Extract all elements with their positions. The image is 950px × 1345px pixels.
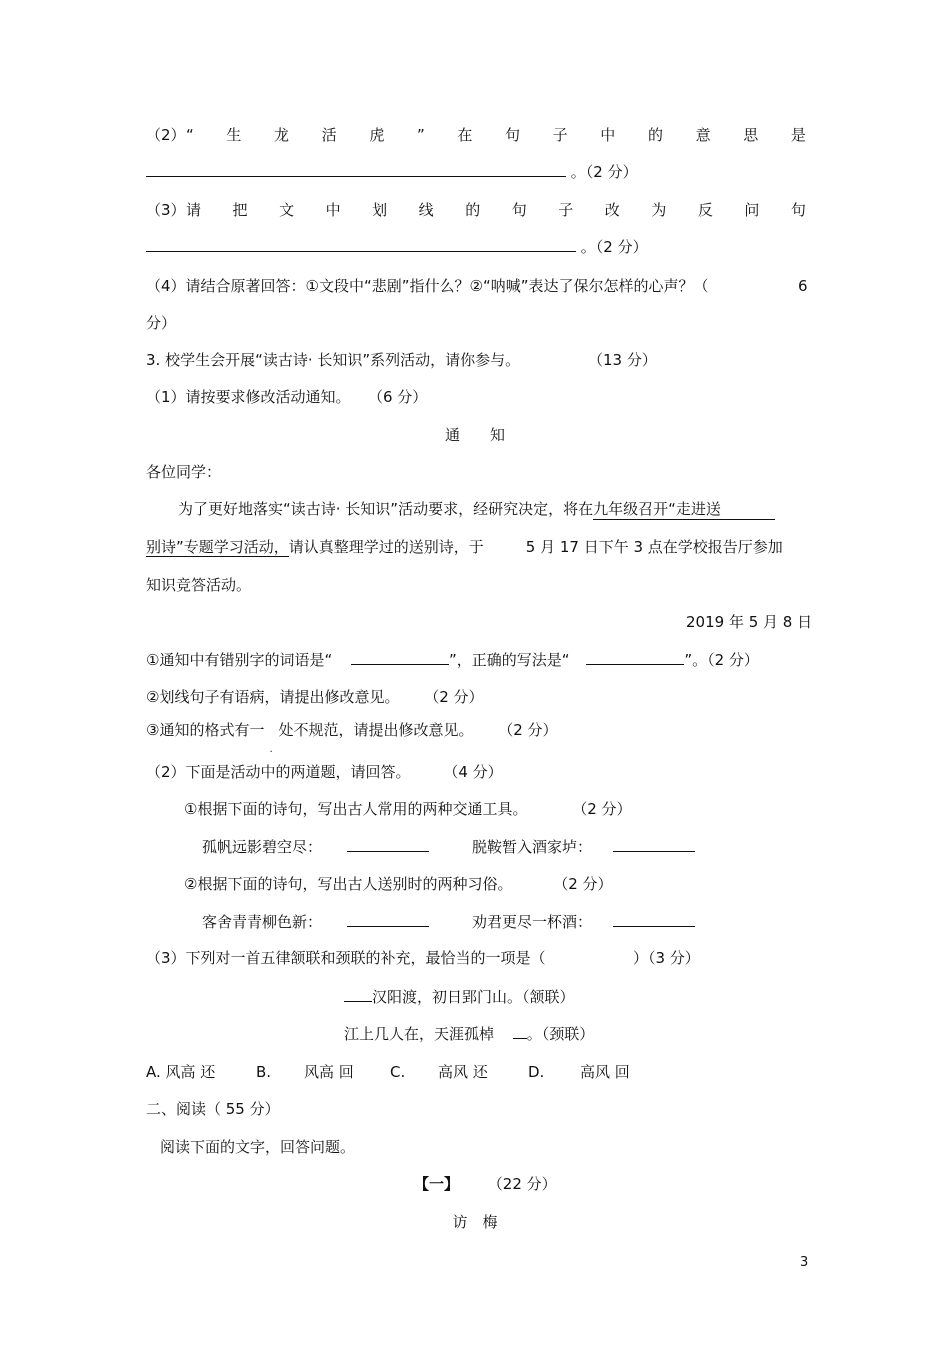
answer-blank[interactable] [351,650,449,665]
answer-blank[interactable] [344,987,372,1002]
notice-text: 5 月 17 日下午 3 点在学校报告厅参加 [525,538,783,556]
spread-char: 是 [790,126,806,144]
q4-score-unit: 分） [146,314,177,332]
couplet-text: 汉阳渡，初日郢门山。（颔联） [372,988,575,1006]
notice-date: 2019 年 5 月 8 日 [686,613,813,631]
poem-couplet-1 [344,987,575,1007]
item3-text: ③通知的格式有一 [146,721,265,739]
spread-char: 文 [279,201,295,219]
part2-q2 [184,874,613,894]
notice-paragraph-line3: 知识竞答活动。 [146,576,252,594]
poem-row-2 [202,912,429,932]
answer-blank[interactable] [146,237,576,252]
answer-blank[interactable] [613,837,695,852]
q3-score: 。（2 分） [580,238,648,256]
spread-char: 请 [186,201,202,219]
answer-blank[interactable] [146,162,566,177]
spread-char: 活 [321,126,337,144]
spread-char: 思 [743,126,759,144]
option-c: 高风 还 [438,1063,488,1081]
spread-char: 的 [465,201,481,219]
part3-title: （3）下列对一首五律颔联和颈联的补充，最恰当的一项是（ [146,949,546,967]
section3-sub1: （1）请按要求修改活动通知。 [146,388,351,406]
notice-text: 为了更好地落实“读古诗· 长知识”活动要求，经研究决定，将在 [178,500,594,518]
spread-char: “ [186,126,194,144]
part2-q2-text: ②根据下面的诗句，写出古人送别时的两种习俗。 [184,875,513,893]
underlined-sentence: 九年级召开“走进送 [593,499,775,520]
q3-prefix: （3） [146,201,186,219]
part2-q1-score: （2 分） [572,800,632,818]
option-c-label: C. [390,1063,406,1081]
reading-title: 二、阅读（ 55 分） [146,1100,280,1118]
spread-char: 句 [505,126,521,144]
answer-blank[interactable] [586,650,684,665]
spread-char: 划 [372,201,388,219]
section-label: 【一】 [414,1175,460,1193]
section3-sub1-score: （6 分） [368,388,428,406]
reading-intro: 阅读下面的文字，回答问题。 [160,1138,356,1156]
item2 [146,687,484,707]
q2-question-line [186,125,806,145]
spread-char: 问 [744,201,760,219]
item1 [146,650,759,670]
poem-row-1b [472,837,695,857]
part2-q2-score: （2 分） [553,875,613,893]
option-d: 高风 回 [580,1063,630,1081]
spread-char: 子 [558,201,574,219]
spread-char: 中 [325,201,341,219]
poem-row-2b [472,912,695,932]
notice-greeting: 各位同学： [146,463,222,481]
couplet-text: 。（颈联） [526,1025,595,1043]
q2-prefix: （2） [146,126,186,144]
option-a: A. 风高 还 [146,1063,216,1081]
spread-char: 为 [651,201,667,219]
section3-title: 3. 校学生会开展“读古诗· 长知识”系列活动，请你参与。 [146,351,521,369]
section3-score: （13 分） [588,351,657,369]
spread-char: 线 [418,201,434,219]
spread-char: ” [416,126,425,144]
spread-char: 反 [697,201,713,219]
spread-char: 虎 [369,126,385,144]
option-b-label: B. [256,1063,272,1081]
reading-section [414,1174,557,1194]
part2-title [146,762,503,782]
option-d-label: D. [528,1063,545,1081]
spread-char: 的 [647,126,663,144]
poem-couplet-2 [344,1024,594,1044]
notice-paragraph-line2 [146,537,783,557]
option-b: 风高 回 [304,1063,354,1081]
spread-char: 句 [511,201,527,219]
page-number: 3 [800,1255,809,1270]
item2-score: （2 分） [424,688,484,706]
spread-char: 中 [600,126,616,144]
underlined-sentence: 别诗”专题学习活动， [146,538,289,556]
item1-text: ”。（2 分） [684,651,759,669]
q3-answer-line [146,237,648,257]
part2-q1-text: ①根据下面的诗句，写出古人常用的两种交通工具。 [184,800,528,818]
answer-blank[interactable] [513,1024,527,1039]
item1-text: ”，正确的写法是“ [449,651,570,669]
part3-score: ）（3 分） [633,949,700,967]
part2-q1 [184,799,632,819]
q2-score: 。（2 分） [570,163,638,181]
spread-char: 生 [226,126,242,144]
spread-char: 子 [552,126,568,144]
part2-title-text: （2）下面是活动中的两道题，请回答。 [146,763,411,781]
poem-line: 孤帆远影碧空尽： [202,838,323,856]
item3: ③通知的格式有一 · 处不规范，请提出修改意见。 （2 分） [146,721,558,758]
q2-answer-line [146,162,638,182]
item2-text: ②划线句子有语病，请提出修改意见。 [146,688,400,706]
poem-line: 劝君更尽一杯酒： [472,913,593,931]
spread-char: 意 [695,126,711,144]
notice-text: 请认真整理学过的送别诗，于 [288,538,484,556]
q4-score-num: 6 [798,277,808,295]
poem-row-1 [202,837,429,857]
poem-line: 脱鞍暂入酒家垆： [472,838,593,856]
spread-char: 在 [457,126,473,144]
spread-char: 龙 [274,126,290,144]
item3-score: （2 分） [498,721,558,739]
part2-score: （4 分） [443,763,503,781]
item3-text: 处不规范，请提出修改意见。 [278,721,474,739]
q4-question: （4）请结合原著回答：①文段中“悲剧”指什么？②“呐喊”表达了保尔怎样的心声？（ [146,277,709,295]
notice-heading: 通 知 [444,426,505,444]
answer-blank[interactable] [347,912,429,927]
spread-char: 改 [604,201,620,219]
spread-char: 句 [790,201,806,219]
answer-blank[interactable] [347,837,429,852]
notice-paragraph-line1 [178,499,775,520]
spread-char: 把 [232,201,248,219]
item1-text: ①通知中有错别字的词语是“ [146,651,333,669]
couplet-text: 江上几人在，天涯孤棹 [344,1025,495,1043]
article-title: 访 梅 [452,1213,498,1231]
q3-question-line [186,200,806,220]
poem-line: 客舍青青柳色新： [202,913,323,931]
answer-blank[interactable] [613,912,695,927]
section-score: （22 分） [487,1175,557,1193]
